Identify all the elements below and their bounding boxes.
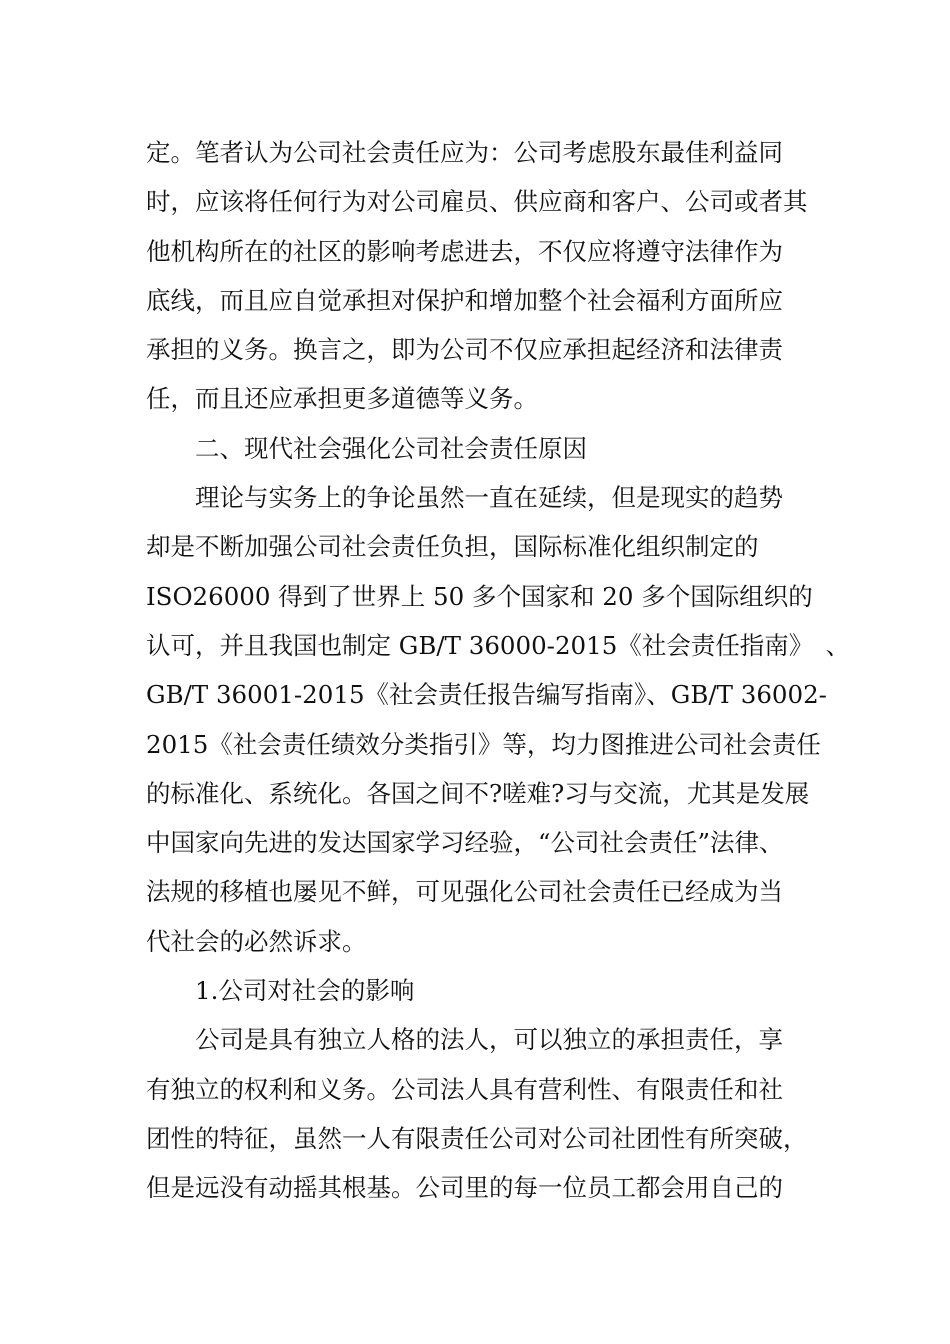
- text-line: 法规的移植也屡见不鲜，可见强化公司社会责任已经成为当: [146, 877, 783, 907]
- text-line: 他机构所在的社区的影响考虑进去，不仅应将遵守法律作为: [146, 236, 783, 266]
- text-line: 底线，而且应自觉承担对保护和增加整个社会福利方面所应: [146, 285, 783, 315]
- text-line: 承担的义务。换言之，即为公司不仅应承担起经济和法律责: [146, 335, 783, 365]
- text-line: 代社会的必然诉求。: [146, 926, 367, 956]
- text-line: 中国家向先进的发达国家学习经验，“公司社会责任”法律、: [146, 828, 784, 858]
- text-line: 有独立的权利和义务。公司法人具有营利性、有限责任和社: [146, 1074, 783, 1104]
- text-line: 二、现代社会强化公司社会责任原因: [195, 433, 587, 463]
- text-line: GB/T 36001-2015《社会责任报告编写指南》、GB/T 36002-: [146, 680, 827, 710]
- text-line: 的标准化、系统化。各国之间不?嗟难?习与交流，尤其是发展: [146, 778, 810, 808]
- text-line: ISO26000 得到了世界上 50 多个国家和 20 多个国际组织的: [146, 581, 813, 611]
- text-line: 团性的特征，虽然一人有限责任公司对公司社团性有所突破，: [146, 1123, 808, 1153]
- text-line: 时，应该将任何行为对公司雇员、供应商和客户、公司或者其: [146, 187, 808, 217]
- text-line: 任，而且还应承担更多道德等义务。: [146, 384, 538, 414]
- text-line: 认可，并且我国也制定 GB/T 36000-2015《社会责任指南》 、: [146, 630, 851, 660]
- text-line: 公司是具有独立人格的法人，可以独立的承担责任，享: [195, 1025, 783, 1055]
- text-line: 但是远没有动摇其根基。公司里的每一位员工都会用自己的: [146, 1173, 783, 1203]
- text-line: 2015《社会责任绩效分类指引》等，均力图推进公司社会责任: [146, 729, 821, 759]
- text-line: 理论与实务上的争论虽然一直在延续，但是现实的趋势: [195, 483, 783, 513]
- text-line: 1.公司对社会的影响: [195, 976, 415, 1006]
- text-line: 定。笔者认为公司社会责任应为：公司考虑股东最佳利益同: [146, 138, 783, 167]
- body-text: [146, 128, 851, 1213]
- text-line: 却是不断加强公司社会责任负担，国际标准化组织制定的: [146, 532, 759, 562]
